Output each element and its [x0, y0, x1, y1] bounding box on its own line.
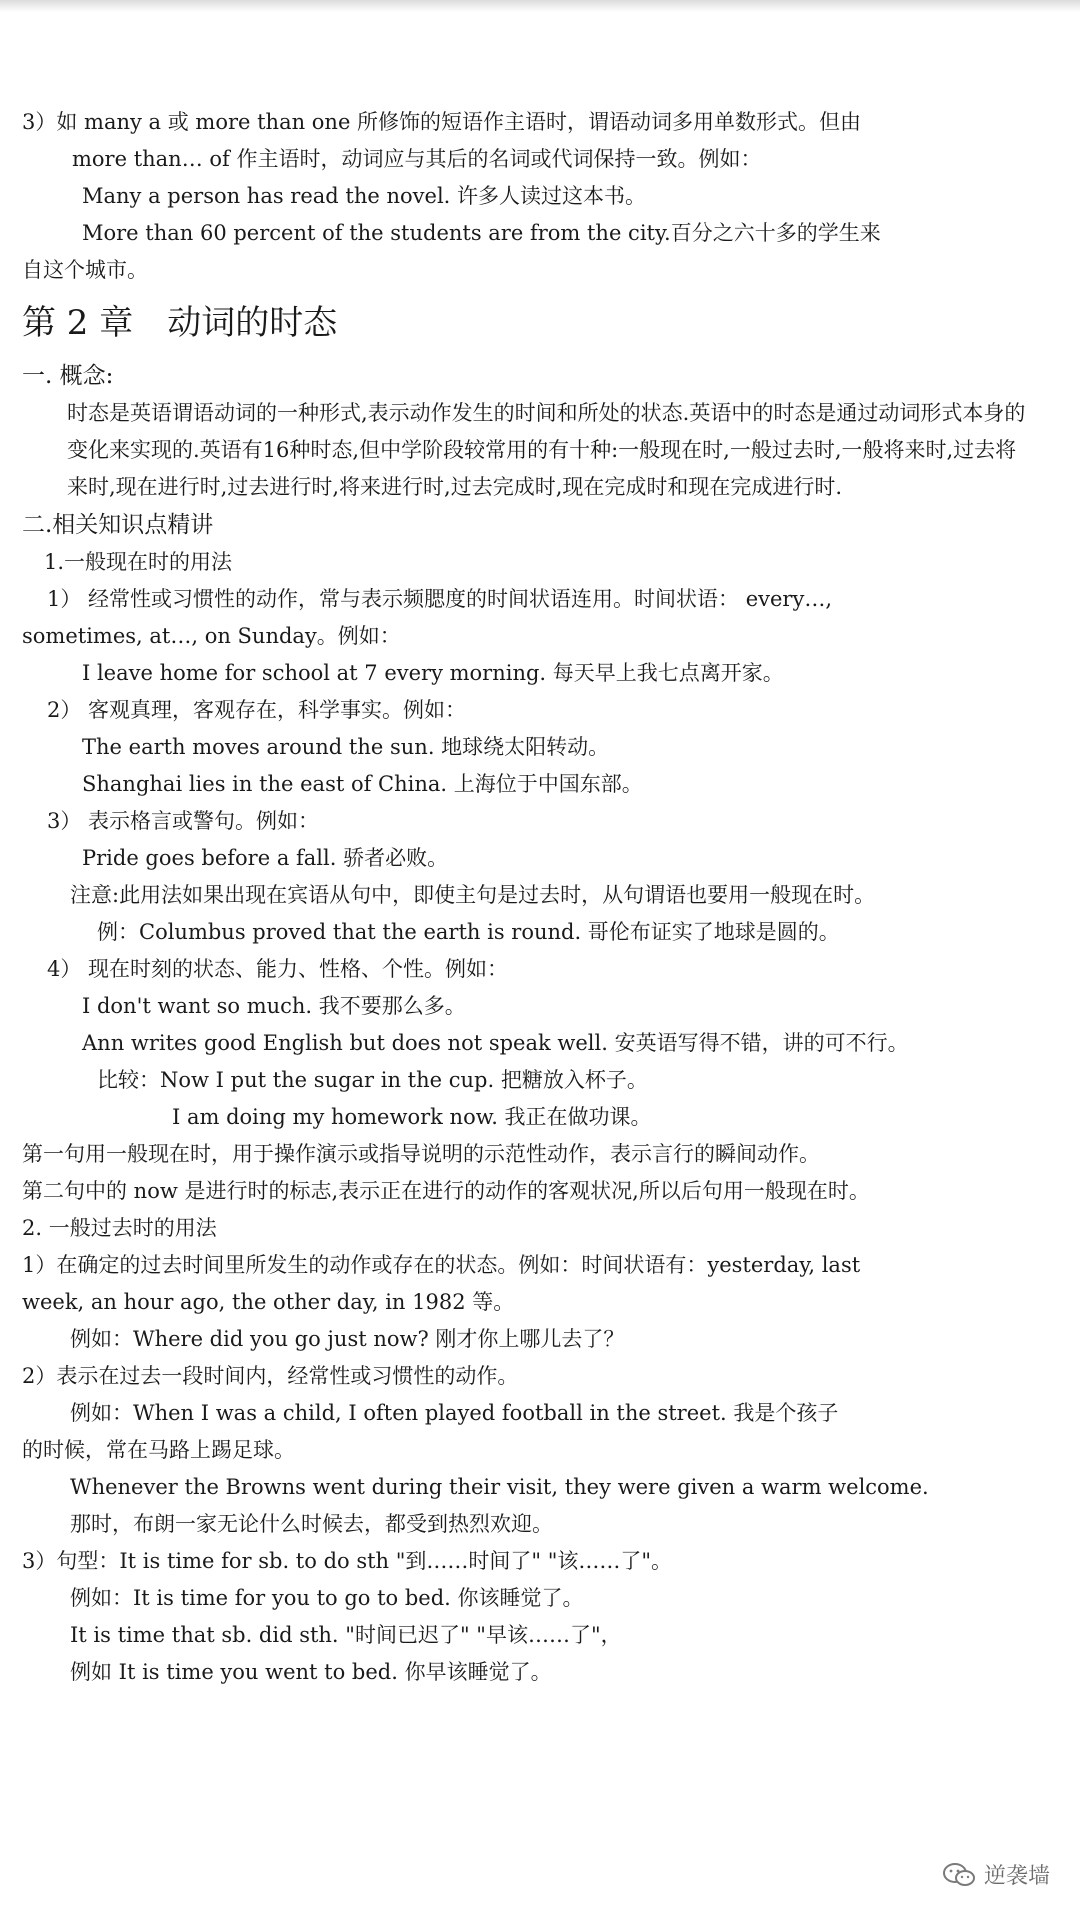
text-line: 3）如 many a 或 more than one 所修饰的短语作主语时，谓语动词多用单数形式。但由 — [22, 110, 862, 134]
example-sentence: 那时，布朗一家无论什么时候去，都受到热烈欢迎。 — [70, 1512, 553, 1536]
example-sentence: More than 60 percent of the students are from the city.百分之六十多的学生来 — [82, 221, 881, 245]
comparison-line: I am doing my homework now. 我正在做功课。 — [172, 1105, 652, 1129]
text-line: week, an hour ago, the other day, in 1982 等。 — [22, 1290, 515, 1314]
example-sentence: Many a person has read the novel. 许多人读过这本书。 — [82, 184, 647, 208]
text-line: 第一句用一般现在时，用于操作演示或指导说明的示范性动作，表示言行的瞬间动作。 — [22, 1142, 820, 1166]
text-line: 的时候，常在马路上踢足球。 — [22, 1438, 295, 1462]
subsection-heading: 1.一般现在时的用法 — [44, 550, 233, 574]
text-line: 第二句中的 now 是进行时的标志,表示正在进行的动作的客观状况,所以后句用一般现在时。 — [22, 1179, 870, 1203]
example-sentence: Shanghai lies in the east of China. 上海位于中国东部。 — [82, 772, 643, 796]
text-line: 3）句型：It is time for sb. to do sth "到……时间了" "该……了"。 — [22, 1549, 673, 1573]
example-sentence: 例：Columbus proved that the earth is round. 哥伦布证实了地球是圆的。 — [97, 920, 840, 944]
subsection-heading: 2. 一般过去时的用法 — [22, 1216, 217, 1240]
section-heading: 二.相关知识点精讲 — [22, 512, 214, 538]
text-line: 1）在确定的过去时间里所发生的动作或存在的状态。例如：时间状语有：yesterday, last — [22, 1253, 861, 1277]
text-line: more than… of 作主语时，动词应与其后的名词或代词保持一致。例如： — [72, 147, 762, 171]
example-sentence: 例如 It is time you went to bed. 你早该睡觉了。 — [70, 1660, 552, 1684]
example-sentence: 例如：It is time for you to go to bed. 你该睡觉了。 — [70, 1586, 584, 1610]
concept-paragraph: 时态是英语谓语动词的一种形式,表示动作发生的时间和所处的状态.英语中的时态是通过动词形式本身的变化来实现的.英语有16种时态,但中学阶段较常用的有十种:一般现在时,一般过去时,一般将来时,过去将来时,现在进行时,过去进行时,将来进行时,过去完成时,现在完成时和现在完成进行时. — [67, 401, 1026, 499]
text-line: 自这个城市。 — [22, 258, 148, 282]
text-line: 2） 客观真理，客观存在，科学事实。例如： — [47, 698, 467, 722]
watermark-text: 逆袭墙 — [983, 1864, 1050, 1889]
example-sentence: Ann writes good English but does not speak well. 安英语写得不错，讲的可不行。 — [82, 1031, 909, 1055]
example-sentence: I don't want so much. 我不要那么多。 — [82, 994, 466, 1018]
example-sentence: I leave home for school at 7 every morning. 每天早上我七点离开家。 — [82, 661, 784, 685]
note-line: 注意:此用法如果出现在宾语从句中，即使主句是过去时，从句谓语也要用一般现在时。 — [70, 883, 876, 907]
text-line: 1） 经常性或习惯性的动作，常与表示频腮度的时间状语连用。时间状语： every…, — [47, 587, 833, 611]
example-sentence: 例如：When I was a child, I often played football in the street. 我是个孩子 — [70, 1401, 839, 1425]
wechat-icon — [942, 1862, 976, 1888]
top-shadow-bar — [0, 0, 1080, 12]
text-line: 2）表示在过去一段时间内，经常性或习惯性的动作。 — [22, 1364, 519, 1388]
document-page — [22, 104, 1026, 1691]
watermark — [942, 1859, 1050, 1890]
comparison-line: 比较：Now I put the sugar in the cup. 把糖放入杯子。 — [97, 1068, 648, 1092]
section-heading: 一. 概念: — [22, 363, 114, 389]
text-line: sometimes, at…, on Sunday。例如： — [22, 624, 401, 648]
example-sentence: The earth moves around the sun. 地球绕太阳转动。 — [82, 735, 610, 759]
example-sentence: 例如：Where did you go just now? 刚才你上哪儿去了？ — [70, 1327, 625, 1351]
chapter-title: 第 2 章 动词的时态 — [22, 303, 338, 343]
text-line: 4） 现在时刻的状态、能力、性格、个性。例如： — [47, 957, 509, 981]
example-sentence: Pride goes before a fall. 骄者必败。 — [82, 846, 449, 870]
text-line: 3） 表示格言或警句。例如： — [47, 809, 320, 833]
example-sentence: It is time that sb. did sth. "时间已迟了" "早该……了"， — [70, 1623, 622, 1647]
example-sentence: Whenever the Browns went during their visit, they were given a warm welcome. — [70, 1475, 929, 1499]
